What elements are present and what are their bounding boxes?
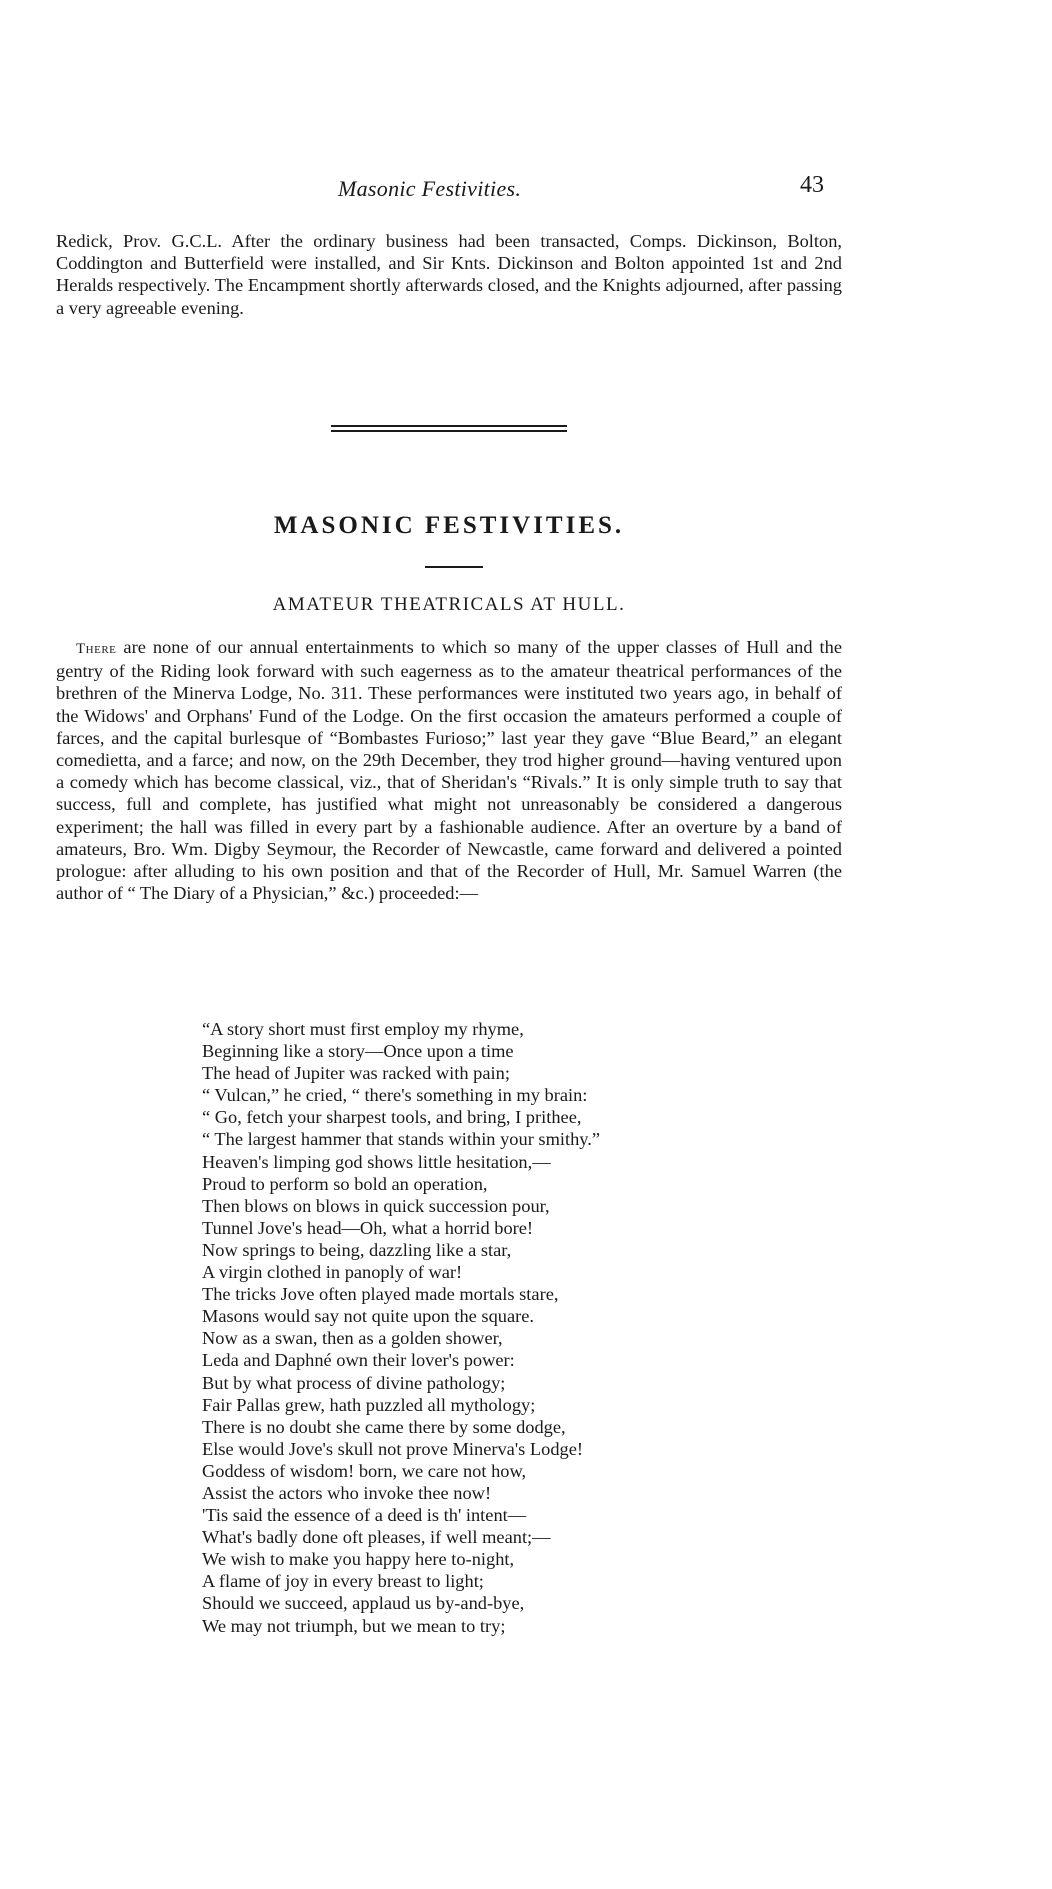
poem-line: There is no doubt she came there by some dodge, [202, 1416, 566, 1437]
poem-line: We wish to make you happy here to-night, [202, 1549, 515, 1570]
poem-line: Heaven's limping god shows little hesitation,— [202, 1151, 551, 1172]
prologue-poem [202, 1018, 842, 1637]
poem-line: The tricks Jove often played made mortals stare, [202, 1284, 559, 1305]
poem-line: A virgin clothed in panoply of war! [202, 1262, 463, 1283]
poem-line: Fair Pallas grew, hath puzzled all mythology; [202, 1394, 536, 1415]
poem-line: Assist the actors who invoke thee now! [202, 1482, 492, 1503]
poem-line: The head of Jupiter was racked with pain; [202, 1063, 510, 1084]
intro-paragraph: Redick, Prov. G.C.L. After the ordinary business had been transacted, Comps. Dickinson, Bolton, Coddington and Butterfield were installed, and Sir Knts. Dickinson and Bolton appointed 1st and 2nd Heralds respectively. The Encampment shortly afterwards closed, and the Knights adjourned, after passing a very agreeable evening. [56, 231, 842, 318]
article-paragraph [56, 636, 842, 904]
poem-line: Goddess of wisdom! born, we care not how, [202, 1460, 527, 1481]
poem-line: “A story short must first employ my rhyme, [202, 1019, 524, 1039]
page-header [0, 172, 1052, 212]
poem-line: Proud to perform so bold an operation, [202, 1173, 488, 1194]
poem-line: What's badly done oft pleases, if well meant;— [202, 1527, 551, 1548]
poem-line: Now as a swan, then as a golden shower, [202, 1328, 503, 1349]
poem-line: Now springs to being, dazzling like a star, [202, 1239, 512, 1260]
poem-line: Tunnel Jove's head—Oh, what a horrid bore! [202, 1217, 534, 1238]
poem-line: Beginning like a story—Once upon a time [202, 1041, 514, 1062]
poem-line: “ Go, fetch your sharpest tools, and bring, I prithee, [202, 1107, 582, 1128]
poem-line: Leda and Daphné own their lover's power: [202, 1350, 515, 1371]
section-subtitle: AMATEUR THEATRICALS AT HULL. [272, 594, 626, 615]
section-divider [331, 425, 567, 433]
page-number: 43 [800, 172, 824, 198]
poem-line: Should we succeed, applaud us by-and-bye, [202, 1593, 525, 1614]
running-title: Masonic Festivities. [338, 176, 522, 201]
article-body: are none of our annual entertainments to which so many of the upper classes of Hull and the gentry of the Riding look forward with such eagerness as to the amateur theatrical performances of the brethren of the Minerva Lodge, No. 311. These performances were instituted two years ago, in behalf of the Widows' and Orphans' Fund of the Lodge. On the first occasion the amateurs performed a couple of farces, and the capital burlesque of “Bombastes Furioso;” last year they gave “Blue Beard,” an elegant comedietta, and a farce; and now, on the 29th December, they trod higher ground—having ventured upon a comedy which has become classical, viz., that of Sheridan's “Rivals.” It is only simple truth to say that success, full and complete, has justified what might not unreasonably be considered a dangerous experiment; the hall was filled in every part by a fashionable audience. After an overture by a band of amateurs, Bro. Wm. Digby Seymour, the Recorder of Newcastle, came forward and delivered a pointed prologue: after alluding to his own position and that of the Recorder of Hull, Mr. Samuel Warren (the author of “ The Diary of a Physician,” &c.) proceeded:— [56, 637, 842, 904]
poem-line: We may not triumph, but we mean to try; [202, 1615, 506, 1636]
poem-line: Else would Jove's skull not prove Minerva's Lodge! [202, 1438, 584, 1459]
poem-line: “ Vulcan,” he cried, “ there's something in my brain: [202, 1085, 588, 1106]
poem-line: Then blows on blows in quick succession pour, [202, 1195, 550, 1216]
poem-line: A flame of joy in every breast to light; [202, 1571, 484, 1592]
section-title: MASONIC FESTIVITIES. [273, 512, 625, 539]
poem-line: But by what process of divine pathology; [202, 1372, 506, 1393]
poem-line: Masons would say not quite upon the square. [202, 1306, 535, 1327]
poem-line: 'Tis said the essence of a deed is th' intent— [202, 1505, 527, 1526]
opening-word: There [76, 641, 117, 657]
poem-line: “ The largest hammer that stands within your smithy.” [202, 1129, 601, 1150]
title-rule [425, 566, 483, 568]
